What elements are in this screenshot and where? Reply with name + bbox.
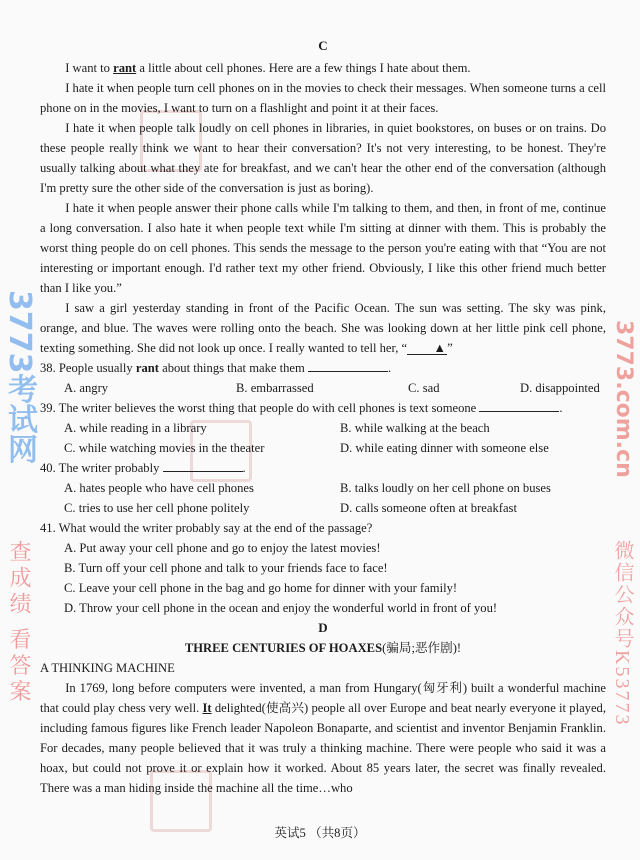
- answer-blank[interactable]: [163, 459, 243, 472]
- option-c[interactable]: C. tries to use her cell phone politely: [64, 501, 250, 515]
- title-cn: (骗局;恶作剧)!: [382, 641, 462, 655]
- paragraph: I hate it when people answer their phone calls while I'm talking to them, and then, in front of me, continue a long conversation. I also hate it when people text while I'm sitting at dinner with them. This is probably the worst thing people do on cell phones. This sends the message to the person you're eating with that “You are not interesting or important enough. I'd rather text my other friend. Obviously, I like this other friend much better than I like you.”: [40, 201, 606, 295]
- text: delighted(使高兴) people all over Europe and beat nearly everyone it played, including famous figures like French leader Napoleon Bonaparte, and scientist and inventor Benjamin Franklin. For decades, many people believed that it was truly a thinking machine. There were people who said it was a hoax, but could not prove it or explain how it worked. About 85 years later, the secret was finally revealed. There was a man hiding inside the machine all the time…who: [40, 701, 606, 795]
- section-d-label: D: [318, 620, 328, 635]
- stem: about things that make them: [158, 361, 308, 375]
- stem: The writer believes the worst thing that people do with cell phones is text someone: [58, 401, 480, 415]
- keyword-it: It: [202, 701, 212, 715]
- keyword-rant: rant: [113, 61, 137, 75]
- option-c[interactable]: C. while watching movies in the theater: [64, 441, 265, 455]
- paragraph: I hate it when people turn cell phones on in the movies to check their messages. When someone turns a cell phone on in the movies, I want to turn on a flashlight and point it at their faces.: [40, 81, 606, 115]
- blank-marker: ▲: [407, 342, 447, 355]
- page-footer: 英试5 （共8页）: [274, 826, 366, 840]
- watermark-text: 查成绩 看答案: [7, 540, 32, 706]
- option-c[interactable]: C. Leave your cell phone in the bag and go home for dinner with your family!: [64, 581, 458, 595]
- option-a[interactable]: A. angry: [64, 381, 109, 395]
- text: ”: [447, 341, 453, 355]
- option-a[interactable]: A. while reading in a library: [64, 421, 207, 435]
- option-b[interactable]: B. embarrassed: [236, 381, 314, 395]
- paragraph: [40, 298, 606, 358]
- question-39: [40, 398, 606, 458]
- option-b[interactable]: B. while walking at the beach: [340, 421, 490, 435]
- exam-page: [40, 36, 606, 798]
- option-d[interactable]: D. calls someone often at breakfast: [340, 501, 517, 515]
- question-number: 39.: [40, 401, 56, 415]
- question-number: 41.: [40, 521, 56, 535]
- option-c[interactable]: C. sad: [408, 381, 440, 395]
- option-d[interactable]: D. disappointed: [520, 381, 600, 395]
- text: I want to: [65, 61, 114, 75]
- option-b[interactable]: B. talks loudly on her cell phone on buses: [340, 481, 551, 495]
- question-40: [40, 458, 606, 518]
- text: I saw a girl yesterday standing in front of the Pacific Ocean. The sun was setting. The sky was pink, orange, and blue. The waves were rolling onto the beach. She was looking down at her little pink cell phone, texting something. She did not look up once. I really wanted to tell her, “: [40, 301, 606, 355]
- stem: What would the writer probably say at the end of the passage?: [58, 521, 373, 535]
- text: a little about cell phones. Here are a few things I hate about them.: [136, 61, 471, 75]
- title-text: THREE CENTURIES OF HOAXES: [184, 641, 383, 655]
- watermark-logo: 3773考试网: [2, 290, 37, 464]
- option-a[interactable]: A. hates people who have cell phones: [64, 481, 254, 495]
- section-c-label: C: [318, 38, 328, 53]
- stem: The writer probably: [58, 461, 163, 475]
- answer-blank[interactable]: [479, 399, 559, 412]
- punct: .: [242, 461, 246, 475]
- punct: .: [559, 401, 563, 415]
- passage-title: [40, 638, 606, 658]
- option-a[interactable]: A. Put away your cell phone and go to enjoy the latest movies!: [64, 541, 381, 555]
- question-38: [40, 358, 606, 398]
- paragraph: I hate it when people talk loudly on cell phones in libraries, in quiet bookstores, on buses or on trains. Do these people really think we want to hear their conversation? It's not very interesting, to be honest. They're usually talking about what they ate for breakfast, and we can't hear the other end of the conversation (although I'm pretty sure the other side of the conversation is just as boring).: [40, 121, 606, 195]
- keyword-rant: rant: [135, 361, 159, 375]
- paragraph: [40, 678, 606, 798]
- question-number: 40.: [40, 461, 56, 475]
- subtitle: A THINKING MACHINE: [40, 661, 175, 675]
- watermark-url: 3773.com.cn: [611, 320, 636, 478]
- punct: .: [387, 361, 392, 375]
- question-41: [40, 518, 606, 618]
- question-number: 38.: [40, 361, 56, 375]
- paragraph: [40, 58, 606, 78]
- answer-blank[interactable]: [308, 359, 388, 372]
- text: In 1769, long before computers were invented, a man from Hungary(匈牙利) built a wonderful machine that could play chess very well.: [40, 681, 606, 715]
- option-d[interactable]: D. while eating dinner with someone else: [340, 441, 549, 455]
- option-d[interactable]: D. Throw your cell phone in the ocean and enjoy the wonderful world in front of you!: [64, 601, 498, 615]
- option-b[interactable]: B. Turn off your cell phone and talk to your friends face to face!: [64, 561, 388, 575]
- watermark-text: 微信公众号K53773: [611, 540, 633, 727]
- stem: People usually: [58, 361, 136, 375]
